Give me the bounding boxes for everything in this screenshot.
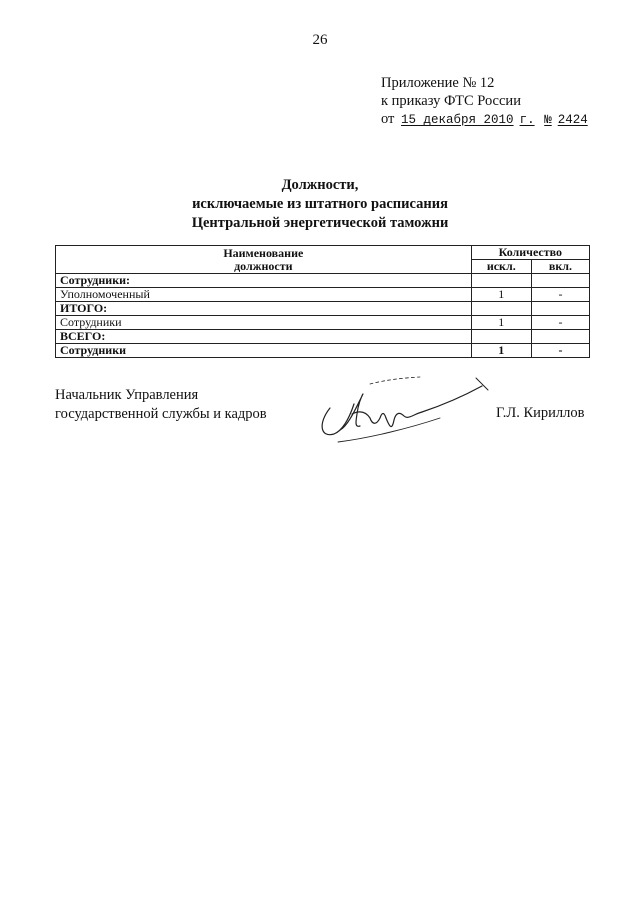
row-name: Сотрудники: [56, 344, 472, 358]
row-excluded: 1: [471, 344, 531, 358]
row-name: Сотрудники:: [56, 274, 472, 288]
header-name: [56, 246, 472, 274]
row-name: ИТОГО:: [56, 302, 472, 316]
document-title: [0, 176, 640, 233]
title-line-3: Центральной энергетической таможни: [191, 215, 449, 231]
title-line-1: Должности,: [281, 177, 359, 193]
appendix-title: Приложение № 12: [381, 75, 495, 91]
table-row: [56, 330, 590, 344]
table-row: [56, 274, 590, 288]
year-suffix: г.: [519, 113, 535, 127]
row-included: -: [531, 344, 589, 358]
signer-name: Г.Л. Кириллов: [496, 405, 585, 421]
position-line-1: Начальник Управления: [55, 387, 199, 403]
header-excluded: искл.: [471, 260, 531, 274]
signature-position: [55, 386, 267, 424]
appendix-order-ref: к приказу ФТС России: [381, 93, 521, 109]
header-included: вкл.: [531, 260, 589, 274]
table-row: [56, 302, 590, 316]
appendix-date-line: [381, 110, 591, 129]
title-line-2: исключаемые из штатного расписания: [192, 196, 448, 212]
row-included: -: [531, 316, 589, 330]
row-excluded: [471, 302, 531, 316]
appendix-header: [381, 74, 591, 129]
positions-table: [55, 245, 590, 358]
table-header-row: [56, 246, 590, 260]
row-excluded: [471, 274, 531, 288]
row-included: -: [531, 288, 589, 302]
row-excluded: 1: [471, 288, 531, 302]
row-excluded: [471, 330, 531, 344]
table-row: [56, 288, 590, 302]
row-excluded: 1: [471, 316, 531, 330]
row-name: ВСЕГО:: [56, 330, 472, 344]
row-included: [531, 330, 589, 344]
handwritten-signature: [310, 368, 500, 458]
row-included: [531, 274, 589, 288]
date-prefix: от: [381, 111, 395, 127]
row-name: Сотрудники: [56, 316, 472, 330]
page-number: 26: [312, 32, 328, 48]
header-name-line-1: Наименование: [223, 245, 304, 260]
table-row: [56, 316, 590, 330]
row-included: [531, 302, 589, 316]
order-number: 2424: [557, 113, 588, 127]
row-name: Уполномоченный: [56, 288, 472, 302]
table-row: [56, 344, 590, 358]
header-quantity: Количество: [471, 246, 589, 260]
number-sign: №: [544, 113, 552, 127]
position-line-2: государственной службы и кадров: [55, 406, 267, 422]
order-date: 15 декабря 2010: [401, 113, 514, 127]
header-name-line-2: должности: [234, 258, 293, 273]
